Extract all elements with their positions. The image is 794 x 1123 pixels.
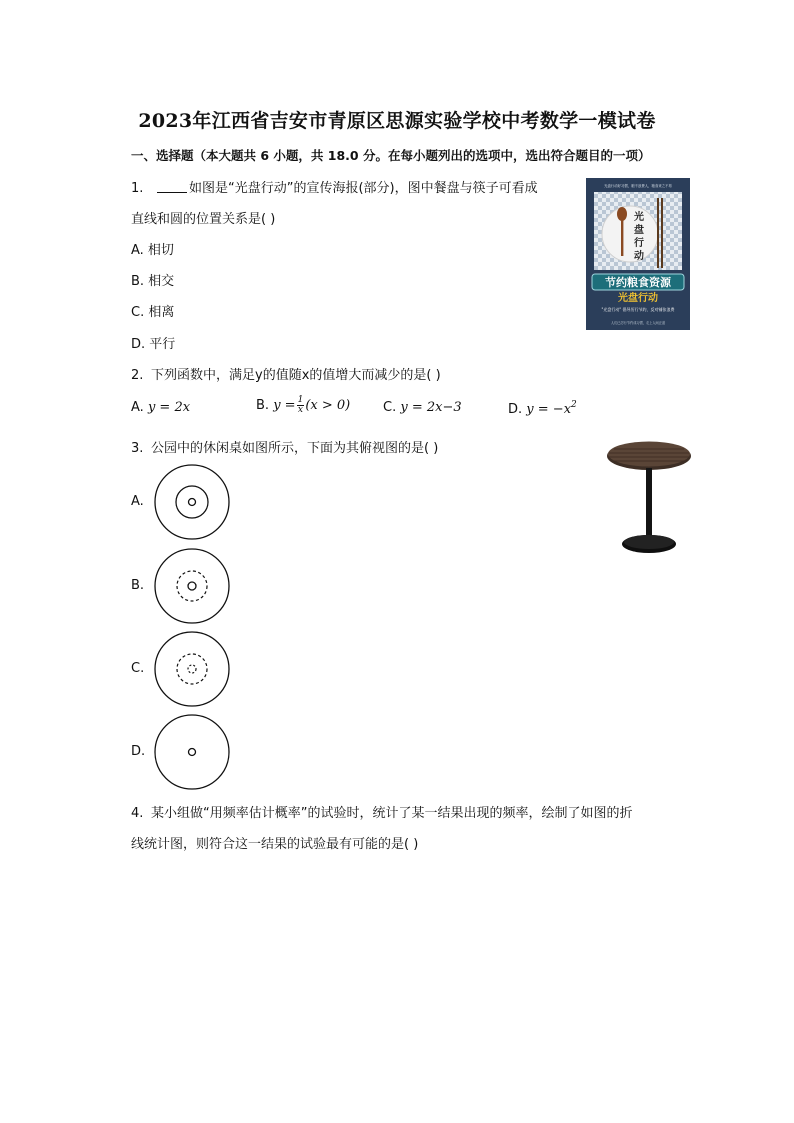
q1-option-c: C. 相离 [131, 305, 175, 320]
q2-option-d-expr: y = −x [526, 402, 572, 417]
q3-option-c-label: C. [131, 661, 145, 676]
q1-option-a: A. 相切 [131, 243, 174, 258]
section-heading: 一、选择题（本大题共 6 小题，共 18.0 分。在每小题列出的选项中，选出符合题目的一项） [131, 148, 651, 163]
q2-option-b [256, 396, 350, 415]
q3-text: 公园中的休闲桌如图所示，下面为其俯视图的是( ) [151, 441, 439, 456]
poster-vchar-1: 光 [634, 212, 644, 223]
q3-option-a-label: A. [131, 494, 144, 509]
q3-option-c-figure [153, 630, 231, 708]
poster-vchar-4: 动 [634, 251, 644, 262]
poster-image [586, 178, 690, 330]
q2-option-d-superscript: 2 [571, 400, 577, 410]
q2-number: 2. [131, 368, 144, 383]
q4-text-a: 某小组做“用频率估计概率”的试验时，统计了某一结果出现的频率，绘制了如图的折 [151, 806, 633, 821]
q2-option-b-expr-post: (x > 0) [305, 398, 351, 413]
q2-option-b-label: B. [256, 398, 270, 413]
q4-number: 4. [131, 806, 144, 821]
q1-option-b: B. 相交 [131, 274, 175, 289]
q1-option-d: D. 平行 [131, 337, 176, 352]
q1-line-1 [131, 177, 538, 196]
q1-text-b: 直线和圆的位置关系是( ) [131, 212, 276, 227]
q3-option-b-figure [153, 547, 231, 625]
q4-text-b: 线统计图，则符合这一结果的试验最有可能的是( ) [131, 837, 419, 852]
q2-option-b-fraction [297, 396, 305, 415]
poster-banner: 节约粮食资源 [605, 276, 671, 289]
poster-slogan: "光盘行动" 倡导厉行节约，反对铺张浪费 [601, 307, 675, 312]
page-title: 2023年江西省吉安市青原区思源实验学校中考数学一模试卷 [138, 110, 656, 132]
leisure-table-image [606, 440, 692, 558]
poster-vchar-2: 盘 [634, 225, 644, 236]
q2-text: 下列函数中，满足y的值随x的值增大而减少的是( ) [151, 368, 441, 383]
q2-option-a [131, 400, 190, 415]
poster-vchar-3: 行 [634, 238, 644, 249]
q2-option-a-label: A. [131, 400, 144, 415]
q2-option-c-expr: y = 2x−3 [400, 400, 462, 415]
q2-option-a-expr: y = 2x [147, 400, 191, 415]
q2-option-d-label: D. [508, 402, 523, 417]
q3-option-b-label: B. [131, 578, 145, 593]
q3-option-d-label: D. [131, 744, 146, 759]
q3-option-d-figure [153, 713, 231, 791]
fraction-numerator: 1 [297, 395, 304, 405]
poster-top-text: 光盘行动好习惯，粮不浪费人，粮食来之不易 [604, 184, 672, 188]
q1-number: 1. [131, 181, 144, 196]
q3-line [131, 437, 438, 456]
fraction-denominator: x [297, 405, 303, 415]
q2-option-d [508, 400, 577, 417]
q2-line [131, 364, 441, 383]
poster-banner-sub: 光盘行动 [618, 293, 658, 304]
q1-text-a: 如图是“光盘行动”的宣传海报(部分)，图中餐盘与筷子可看成 [189, 181, 538, 196]
q2-option-c-label: C. [383, 400, 397, 415]
poster-bottom-text: 人们已厉行节约成习惯，走上人间正道 [610, 321, 666, 325]
q3-option-a-figure [153, 463, 231, 541]
q4-line-1 [131, 802, 632, 821]
q2-option-b-expr-pre: y = [273, 398, 296, 413]
q2-option-c [383, 400, 462, 415]
q1-blank [157, 180, 187, 193]
q3-number: 3. [131, 441, 144, 456]
